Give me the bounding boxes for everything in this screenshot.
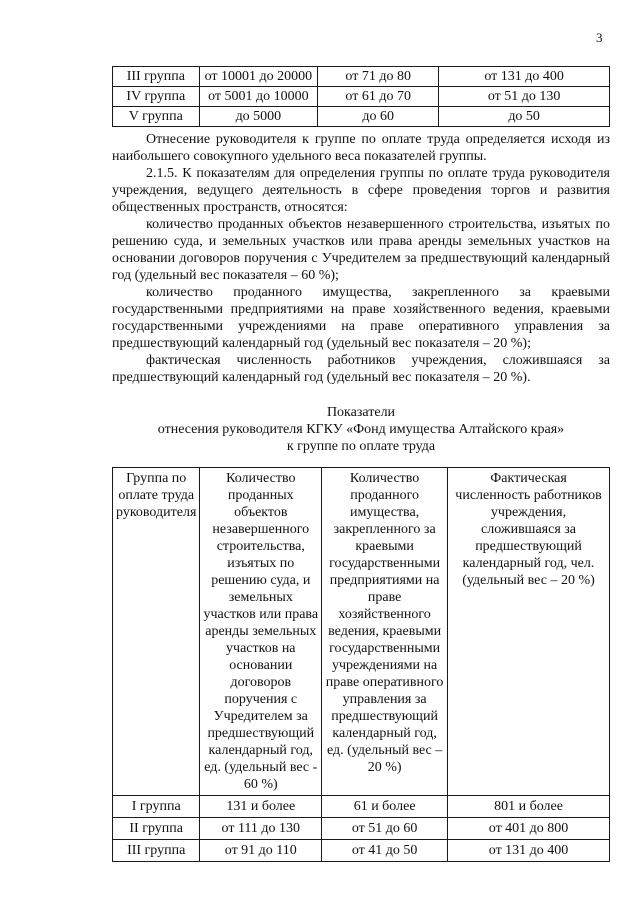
table-cell: от 91 до 110 <box>200 840 322 862</box>
table-row <box>113 818 610 840</box>
caption-line: к группе по оплате труда <box>286 439 436 454</box>
body-text <box>112 131 610 386</box>
table-cell: до 50 <box>439 107 610 127</box>
column-header: Группа по оплате труда руководителя <box>113 468 200 796</box>
table-cell: от 111 до 130 <box>200 818 322 840</box>
table-cell: до 5000 <box>199 107 317 127</box>
table-cell: III группа <box>113 67 200 87</box>
table-header-row <box>113 468 610 796</box>
group-table-continued <box>112 66 610 127</box>
table-cell: от 5001 до 10000 <box>199 87 317 107</box>
table-cell: от 10001 до 20000 <box>199 67 317 87</box>
table-cell: от 131 до 400 <box>439 67 610 87</box>
table-cell: V группа <box>113 107 200 127</box>
table-cell: 61 и более <box>322 796 448 818</box>
caption-line: Показатели <box>326 405 396 420</box>
table-cell: II группа <box>113 818 200 840</box>
table-cell: III группа <box>113 840 200 862</box>
table-cell: до 60 <box>318 107 439 127</box>
page-number: 3 <box>596 30 603 45</box>
column-header: Фактическая численность работников учреждения, сложившаяся за предшествующий календарный год, чел. (удельный вес – 20 %) <box>448 468 610 796</box>
table-cell: 801 и более <box>448 796 610 818</box>
table-cell: 131 и более <box>200 796 322 818</box>
table-row <box>113 67 610 87</box>
column-header: Количество проданного имущества, закрепленного за краевыми государственными предприятиями на праве хозяйственного ведения, краевыми государственными учреждениями на праве оперативного управления за предшествующий календарный год, ед. (удельный вес – 20 %) <box>322 468 448 796</box>
table-cell: от 51 до 60 <box>322 818 448 840</box>
table-cell: от 51 до 130 <box>439 87 610 107</box>
caption-line: отнесения руководителя КГКУ «Фонд имущества Алтайского края» <box>157 422 565 437</box>
table-cell: от 61 до 70 <box>318 87 439 107</box>
paragraph: фактическая численность работников учреждения, сложившаяся за предшествующий календарный год (удельный вес показателя – 20 %). <box>112 353 610 385</box>
table-cell: IV группа <box>113 87 200 107</box>
paragraph: количество проданного имущества, закрепленного за краевыми государственными предприятиями на праве хозяйственного ведения, краевыми государственными учреждениями на праве оперативного управления за предшествующий календарный год (удельный вес показателя – 20 %); <box>112 285 610 351</box>
table-cell: от 401 до 800 <box>448 818 610 840</box>
table-cell: от 41 до 50 <box>322 840 448 862</box>
table-row <box>113 796 610 818</box>
paragraph: 2.1.5. К показателям для определения группы по оплате труда руководителя учреждения, ведущего деятельность в сфере проведения торгов и развития общественных пространств, относятся: <box>112 166 610 215</box>
table-cell: от 131 до 400 <box>448 840 610 862</box>
paragraph: количество проданных объектов незавершенного строительства, изъятых по решению суда, и земельных участков или права аренды земельных участков на основании договоров поручения с Учредителем за предшествующий календарный год (удельный вес показателя – 60 %); <box>112 217 610 283</box>
table-caption <box>112 404 610 455</box>
table-row <box>113 107 610 127</box>
table-row <box>113 87 610 107</box>
table-cell: I группа <box>113 796 200 818</box>
indicators-table <box>112 467 610 862</box>
column-header: Количество проданных объектов незавершенного строительства, изъятых по решению суда, и земельных участков или права аренды земельных участков на основании договоров поручения с Учредителем за предшествующий календарный год, ед. (удельный вес - 60 %) <box>200 468 322 796</box>
table-cell: от 71 до 80 <box>318 67 439 87</box>
paragraph: Отнесение руководителя к группе по оплате труда определяется исходя из наибольшего совокупного удельного веса показателей группы. <box>112 132 610 164</box>
table-row <box>113 840 610 862</box>
